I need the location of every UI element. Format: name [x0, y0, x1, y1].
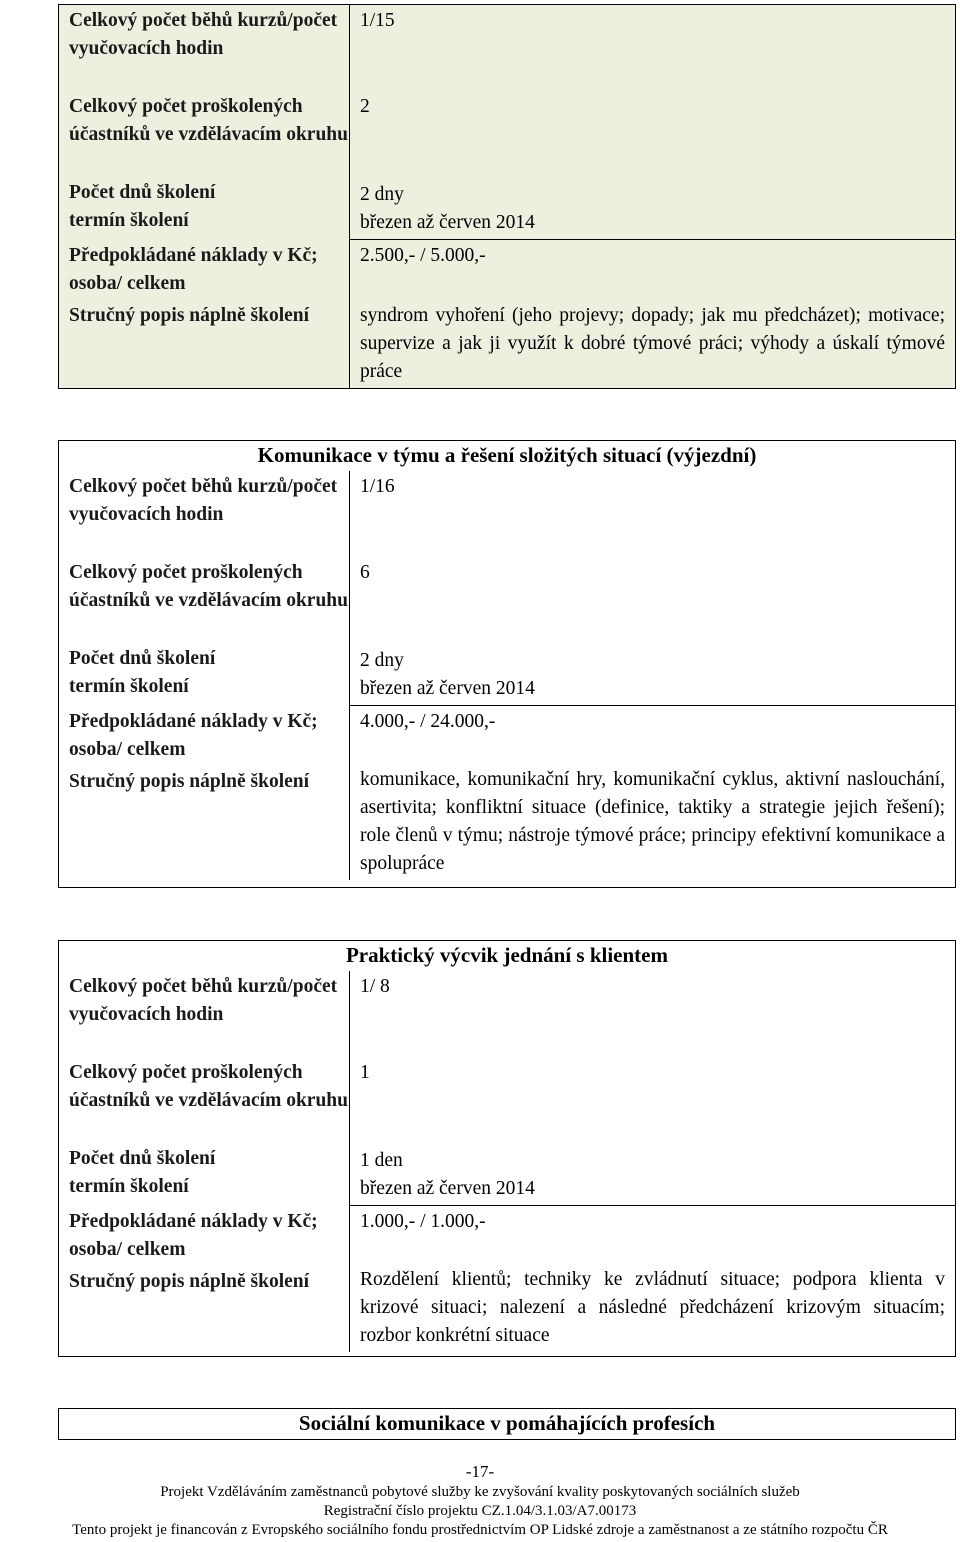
label-runs: Celkový počet běhů kurzů/počet vyučovacích hodin	[59, 471, 350, 557]
course-table-3	[58, 940, 956, 1357]
label-participants: Celkový počet proškolených účastníků ve vzdělávacím okruhu	[59, 91, 350, 177]
label-participants: Celkový počet proškolených účastníků ve vzdělávacím okruhu	[59, 557, 350, 643]
value-participants: 2	[360, 96, 370, 117]
value-costs: 4.000,- / 24.000,-	[350, 706, 956, 766]
label-costs: Předpokládané náklady v Kč; osoba/ celkem	[59, 706, 350, 766]
label-description: Stručný popis náplně školení	[59, 766, 350, 880]
label-description: Stručný popis náplně školení	[59, 300, 350, 388]
course-table-2	[58, 440, 956, 888]
label-runs: Celkový počet běhů kurzů/počet vyučovacích hodin	[59, 971, 350, 1057]
label-description: Stručný popis náplně školení	[59, 1266, 350, 1352]
value-description: Rozdělení klientů; techniky ke zvládnutí situace; podpora klienta v krizové situaci; nalezení a následné předcházení krizovým situacím; rozbor konkrétní situace	[360, 1268, 945, 1346]
label-days: Počet dnů školení termín školení	[59, 1143, 350, 1206]
value-runs: 1/16	[360, 476, 395, 497]
course-title: Praktický výcvik jednání s klientem	[345, 943, 668, 967]
value-participants: 6	[360, 562, 370, 583]
footer-funding: Tento projekt je financován z Evropského sociálního fondu prostřednictvím OP Lidské zdroje a zaměstnanost a ze státního rozpočtu ČR	[72, 1522, 888, 1538]
label-days: Počet dnů školení termín školení	[59, 177, 350, 240]
value-days: 2 dny březen až červen 2014	[360, 650, 535, 699]
label-costs: Předpokládané náklady v Kč; osoba/ celkem	[59, 1206, 350, 1266]
page-number: -17-	[465, 1462, 495, 1481]
course-title: Komunikace v týmu a řešení složitých situací (výjezdní)	[257, 443, 757, 467]
value-participants: 1	[360, 1062, 370, 1083]
course-table-1	[58, 4, 956, 389]
value-costs: 1.000,- / 1.000,-	[350, 1206, 956, 1266]
label-days: Počet dnů školení termín školení	[59, 643, 350, 706]
course-title: Sociální komunikace v pomáhajících profesích	[298, 1411, 716, 1435]
value-costs: 2.500,- / 5.000,-	[350, 240, 956, 300]
label-runs: Celkový počet běhů kurzů/počet vyučovacích hodin	[59, 5, 350, 91]
value-runs: 1/ 8	[360, 976, 390, 997]
course-table-4	[58, 1408, 956, 1440]
value-runs: 1/15	[360, 10, 395, 31]
label-participants: Celkový počet proškolených účastníků ve vzdělávacím okruhu	[59, 1057, 350, 1143]
footer-project-name: Projekt Vzděláváním zaměstnanců pobytové služby ke zvyšování kvality poskytovaných sociálních služeb	[160, 1484, 800, 1500]
value-description: syndrom vyhoření (jeho projevy; dopady; jak mu předcházet); motivace; supervize a jak ji využít k dobré týmové práci; výhody a úskalí týmové práce	[360, 304, 945, 382]
footer-registration: Registrační číslo projektu CZ.1.04/3.1.03/A7.00173	[323, 1503, 637, 1519]
value-days: 1 den březen až červen 2014	[360, 1150, 535, 1199]
value-description: komunikace, komunikační hry, komunikační cyklus, aktivní naslouchání, asertivita; konfliktní situace (definice, taktiky a strategie jejich řešení); role členů v týmu; nástroje týmové práce; principy efektivní komunikace a spolupráce	[360, 768, 945, 874]
value-days: 2 dny březen až červen 2014	[360, 184, 535, 233]
label-costs: Předpokládané náklady v Kč; osoba/ celkem	[59, 240, 350, 300]
